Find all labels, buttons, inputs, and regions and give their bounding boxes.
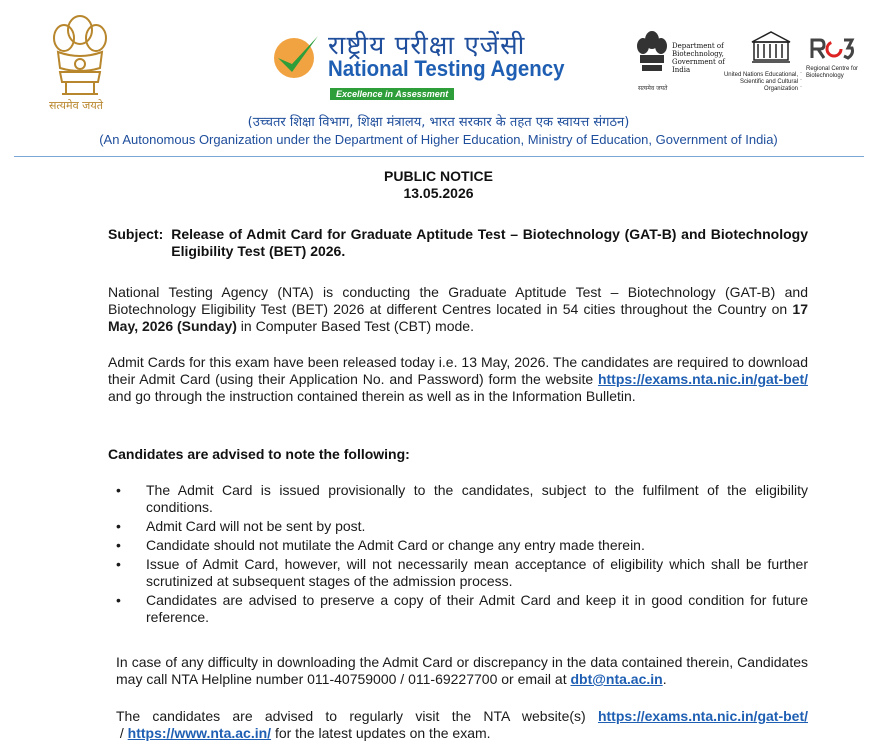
- unesco-logo-icon: [750, 30, 792, 66]
- unesco-name: United Nations Educational, Scientific and Cultural Organization: [723, 72, 798, 92]
- list-item: • The Admit Card is issued provisionally to the candidates, subject to the fulfilment of the eligibility conditions.: [108, 482, 808, 516]
- para3-text-end: .: [662, 671, 667, 687]
- exam-date: 17 May, 2026 (Sunday): [108, 301, 808, 334]
- para2-text-end: and go through the instruction contained therein as well as in the Information Bulletin.: [108, 371, 816, 404]
- para3-text: In case of any difficulty in downloading the Admit Card or discrepancy in the data contained therein, Candidates may call NTA Helpline number 011-40759000 / 011-69227700 or email at: [116, 654, 808, 687]
- notice-title: [0, 168, 877, 202]
- nta-tagline: Excellence in Assessment: [330, 88, 454, 100]
- subject-line: [108, 226, 808, 260]
- list-item: • Admit Card will not be sent by post.: [108, 518, 808, 535]
- header-divider: [14, 156, 864, 157]
- para4-text-end: for the latest updates on the exam.: [271, 725, 491, 741]
- paragraph-exam-schedule: [108, 284, 808, 335]
- paragraph-website: [116, 708, 808, 742]
- list-item: • Issue of Admit Card, however, will not necessarily mean acceptance of eligibility which shall be further scrutinized at subsequent stages of the admission process.: [108, 556, 808, 590]
- para1-text: National Testing Agency (NTA) is conducting the Graduate Aptitude Test – Biotechnology (GAT-B) and Biotechnology Eligibility Test (BET) 2026 at different Centres located in 54 cities throughout the Country on: [108, 284, 808, 317]
- emblem-motto: सत्यमेव जयते: [48, 99, 103, 112]
- nta-name-hindi: राष्ट्रीय परीक्षा एजेंसी: [328, 31, 526, 61]
- advisory-list: [108, 482, 808, 628]
- subject-label: Subject:: [108, 226, 164, 242]
- paragraph-helpline: [116, 654, 808, 688]
- list-item: • Candidates are advised to preserve a copy of their Admit Card and keep it in good condition for future reference.: [108, 592, 808, 626]
- notice-heading: PUBLIC NOTICE: [384, 168, 493, 184]
- dbt-name: Department of Biotechnology, Government of India: [672, 42, 725, 74]
- org-description-english: (An Autonomous Organization under the Department of Higher Education, Ministry of Education, Government of India): [99, 132, 778, 147]
- para2-text: Admit Cards for this exam have been released today i.e. 13 May, 2026. The candidates are required to download their Admit Card (using their Application No. and Password) form the website: [108, 354, 808, 387]
- nta-website-link[interactable]: https://www.nta.ac.in/: [127, 725, 272, 741]
- rcb-name: Regional Centre for Biotechnology: [806, 66, 859, 79]
- dbt-emblem-icon: [634, 28, 670, 80]
- dbt-motto: सत्यमेव जयते: [638, 85, 668, 92]
- para1-text-end: in Computer Based Test (CBT) mode.: [236, 318, 474, 334]
- para4-text: The candidates are advised to regularly visit the NTA website(s): [116, 708, 598, 724]
- subject-text: Release of Admit Card for Graduate Aptitude Test – Biotechnology (GAT-B) and Biotechnology Eligibility Test (BET) 2026.: [171, 226, 808, 259]
- nta-check-logo-icon: [272, 30, 320, 82]
- list-item: • Candidate should not mutilate the Admit Card or change any entry made therein.: [108, 537, 808, 554]
- advise-heading: Candidates are advised to note the following:: [108, 446, 410, 462]
- paragraph-admit-card-release: [108, 354, 816, 405]
- rcb-logo-icon: [808, 36, 856, 60]
- nta-name-english: National Testing Agency: [328, 56, 565, 81]
- notice-date: 13.05.2026: [403, 185, 474, 201]
- gat-bet-link-2[interactable]: https://exams.nta.nic.in/gat-bet/: [597, 708, 808, 724]
- link-separator: /: [116, 725, 128, 741]
- org-description-hindi: (उच्चतर शिक्षा विभाग, शिक्षा मंत्रालय, भारत सरकार के तहत एक स्वायत्त संगठन): [247, 115, 630, 130]
- gat-bet-link[interactable]: https://exams.nta.nic.in/gat-bet/: [597, 371, 808, 387]
- email-link[interactable]: dbt@nta.ac.in: [570, 671, 663, 687]
- separator-dots: · · ·: [800, 70, 802, 90]
